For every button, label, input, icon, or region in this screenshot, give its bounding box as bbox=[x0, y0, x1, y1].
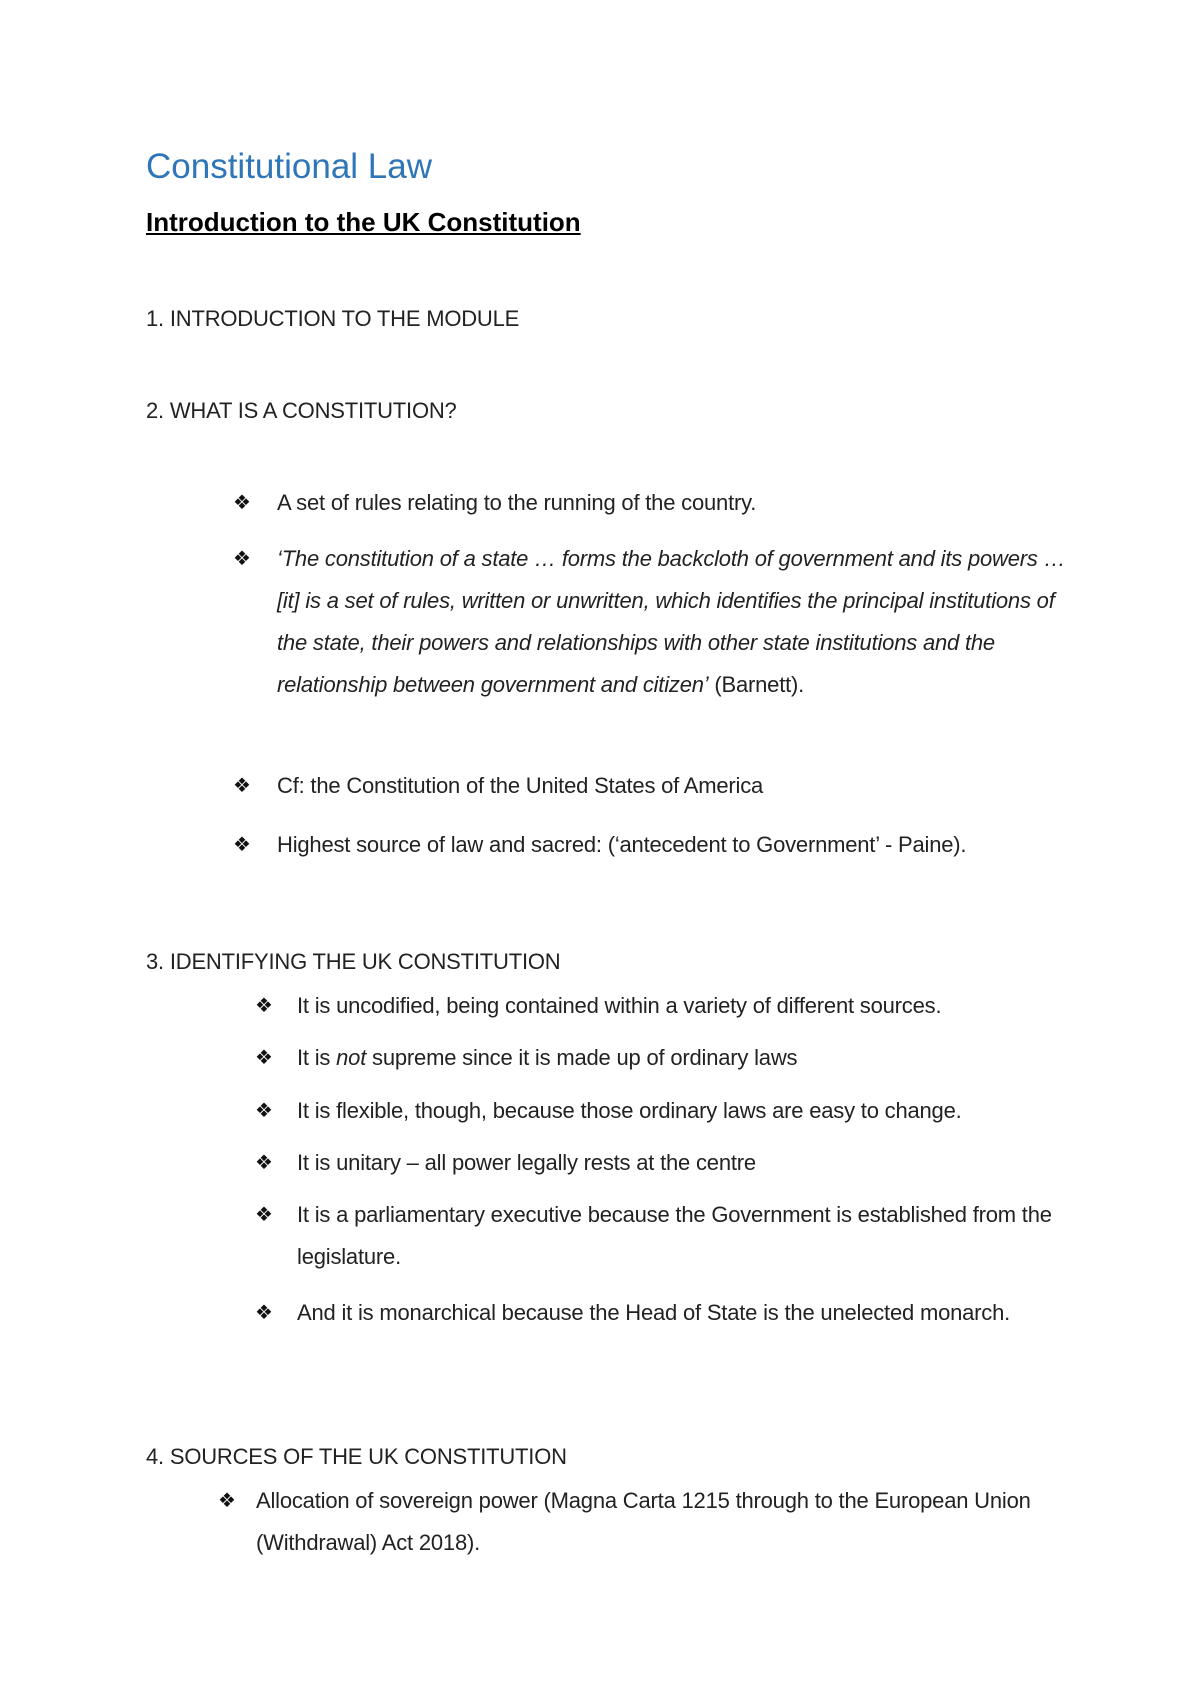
list-item: ❖ It is not supreme since it is made up of ordinary laws bbox=[255, 1037, 1075, 1079]
list-item: ❖ It is unitary – all power legally rests at the centre bbox=[255, 1142, 1075, 1184]
list-item: ❖ Highest source of law and sacred: (‘antecedent to Government’ - Paine). bbox=[233, 824, 1093, 866]
diamond-bullet-icon: ❖ bbox=[255, 1100, 273, 1122]
section-heading-3: 3. IDENTIFYING THE UK CONSTITUTION bbox=[146, 949, 561, 974]
emphasis-not: not bbox=[336, 1045, 367, 1070]
list-item: ❖ It is a parliamentary executive because the Government is established from the legislature. bbox=[255, 1194, 1075, 1278]
diamond-bullet-icon: ❖ bbox=[255, 995, 273, 1017]
diamond-bullet-icon: ❖ bbox=[255, 1302, 273, 1324]
list-item-quote bbox=[233, 538, 1073, 750]
section-heading-2: 2. WHAT IS A CONSTITUTION? bbox=[146, 398, 457, 423]
list-item: ❖ Cf: the Constitution of the United States of America bbox=[233, 765, 1073, 807]
list-item: ❖ It is flexible, though, because those ordinary laws are easy to change. bbox=[255, 1090, 1075, 1132]
quote-text: ‘The constitution of a state … forms the backcloth of government and its powers … [it] is a set of rules, written or unwritten, which identifies the principal institutions of the state, their powers and relationships with other state institutions and the relationship between government and citizen’ (Barnett). bbox=[277, 546, 1066, 697]
quote-citation: (Barnett). bbox=[708, 672, 805, 697]
diamond-bullet-icon: ❖ bbox=[233, 834, 251, 856]
diamond-bullet-icon: ❖ bbox=[233, 492, 251, 514]
document-title: Constitutional Law bbox=[146, 147, 432, 186]
section-heading-1: 1. INTRODUCTION TO THE MODULE bbox=[146, 306, 520, 331]
list-item: ❖ A set of rules relating to the running of the country. bbox=[233, 482, 1073, 524]
list-item: ❖ Allocation of sovereign power (Magna Carta 1215 through to the European Union (Withdrawal) Act 2018). bbox=[218, 1480, 1078, 1564]
diamond-bullet-icon: ❖ bbox=[255, 1204, 273, 1226]
diamond-bullet-icon: ❖ bbox=[255, 1152, 273, 1174]
diamond-bullet-icon: ❖ bbox=[233, 775, 251, 797]
document-subtitle: Introduction to the UK Constitution bbox=[146, 207, 581, 237]
diamond-bullet-icon: ❖ bbox=[233, 548, 251, 570]
section-heading-4: 4. SOURCES OF THE UK CONSTITUTION bbox=[146, 1444, 567, 1469]
diamond-bullet-icon: ❖ bbox=[218, 1490, 236, 1512]
list-item: ❖ It is uncodified, being contained within a variety of different sources. bbox=[255, 985, 1075, 1027]
diamond-bullet-icon: ❖ bbox=[255, 1047, 273, 1069]
list-item: ❖ And it is monarchical because the Head of State is the unelected monarch. bbox=[255, 1292, 1075, 1376]
